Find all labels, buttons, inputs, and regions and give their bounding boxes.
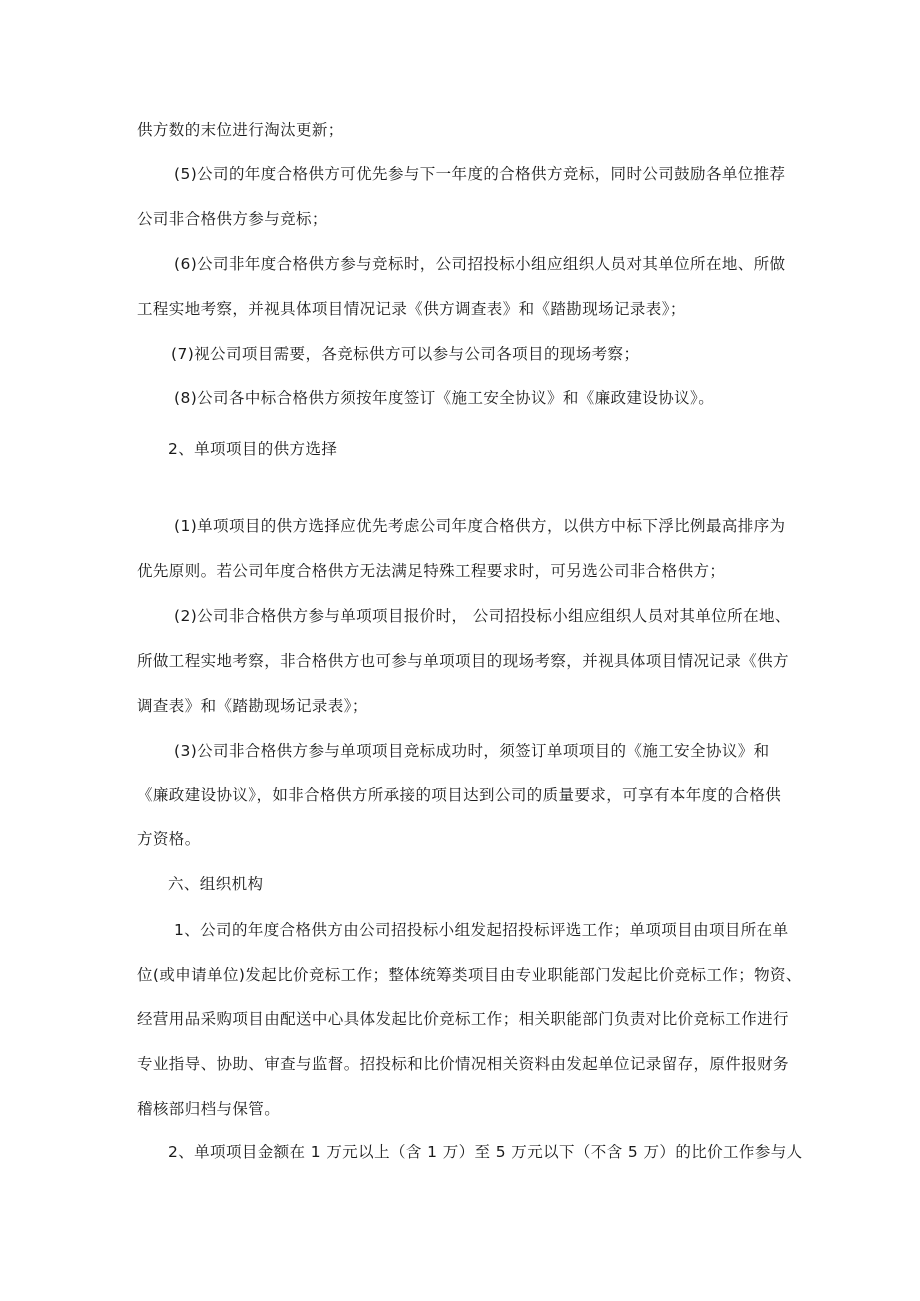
text-line: 方资格。: [137, 830, 201, 848]
text-line: (6)公司非年度合格供方参与竞标时，公司招投标小组应组织人员对其单位所在地、所做: [174, 255, 786, 273]
text-line: (5)公司的年度合格供方可优先参与下一年度的合格供方竞标，同时公司鼓励各单位推荐: [174, 165, 786, 183]
text-line: 所做工程实地考察，非合格供方也可参与单项项目的现场考察，并视具体项目情况记录《供方: [137, 652, 789, 670]
text-line: 稽核部归档与保管。: [137, 1100, 281, 1118]
text-line: (7)视公司项目需要，各竞标供方可以参与公司各项目的现场考察；: [171, 345, 640, 363]
text-line: 公司非合格供方参与竞标；: [137, 210, 328, 228]
text-line: (2)公司非合格供方参与单项项目报价时， 公司招投标小组应组织人员对其单位所在地、: [174, 607, 791, 625]
text-line: 位(或申请单位)发起比价竞标工作；整体统筹类项目由专业职能部门发起比价竞标工作；物资、: [137, 966, 802, 984]
text-line: 工程实地考察，并视具体项目情况记录《供方调查表》和《踏勘现场记录表》；: [137, 300, 686, 318]
text-line: (3)公司非合格供方参与单项项目竞标成功时，须签订单项项目的《施工安全协议》和: [174, 742, 770, 760]
text-line: (1)单项项目的供方选择应优先考虑公司年度合格供方，以供方中标下浮比例最高排序为: [174, 517, 786, 535]
text-line: 经营用品采购项目由配送中心具体发起比价竞标工作；相关职能部门负责对比价竞标工作进行: [137, 1010, 789, 1028]
text-line: 调查表》和《踏勘现场记录表》；: [137, 697, 368, 715]
text-line: (8)公司各中标合格供方须按年度签订《施工安全协议》和《廉政建设协议》。: [174, 389, 715, 407]
section-heading: 2、单项项目的供方选择: [168, 440, 338, 458]
section-heading: 六、组织机构: [168, 875, 264, 893]
text-line: 专业指导、协助、审查与监督。招投标和比价情况相关资料由发起单位记录留存，原件报财务: [137, 1055, 789, 1073]
text-line: 《廉政建设协议》，如非合格供方所承接的项目达到公司的质量要求，可享有本年度的合格供: [137, 786, 782, 804]
text-line: 2、单项项目金额在 1 万元以上（含 1 万）至 5 万元以下（不含 5 万）的比价工作参与人: [168, 1143, 803, 1161]
text-line: 优先原则。若公司年度合格供方无法满足特殊工程要求时，可另选公司非合格供方；: [137, 562, 726, 580]
text-line: 1、公司的年度合格供方由公司招投标小组发起招投标评选工作；单项项目由项目所在单: [174, 921, 789, 939]
text-line: 供方数的末位进行淘汰更新；: [137, 121, 344, 139]
